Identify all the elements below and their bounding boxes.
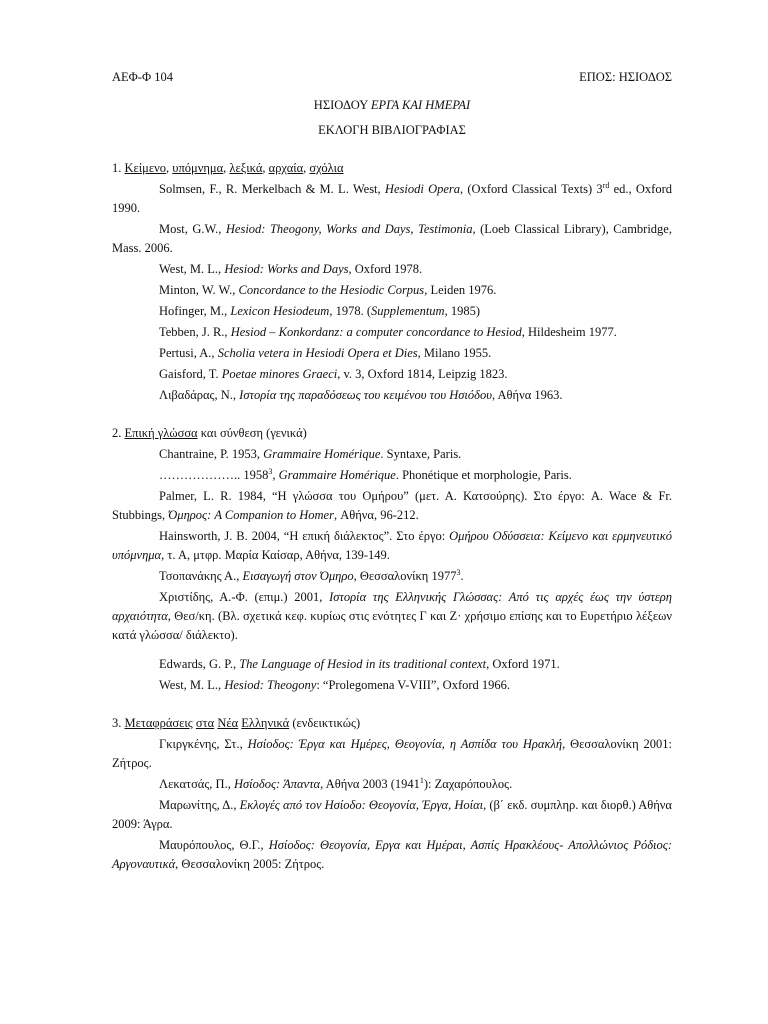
- edition-superscript: 3: [456, 567, 461, 577]
- bibliography-entry: ……………….. 1958$^3$, Grammaire Homérique. Phonétique et morphologie, Paris.: [159, 466, 572, 482]
- bibliography-entry: Hainsworth, J. B. 2004, “Η επική διάλεκτος”. Στο έργο: Ομήρου Οδύσσεια: Κείμενο και ερμηνευτικό υπόμνημα, τ. Α, μτφρ. Μαρία Καίσαρ, Αθήνα, 139-149.: [112, 529, 672, 562]
- bibliography-entry: Minton, W. W., Concordance to the Hesiodic Corpus, Leiden 1976.: [159, 283, 497, 297]
- bibliography-entry: Χριστίδης, Α.-Φ. (επιμ.) 2001, Ιστορία της Ελληνικής Γλώσσας: Από τις αρχές έως την ύστερη αρχαιότητα, Θεσ/κη. (Βλ. σχετικά κεφ. κυρίως στις ενότητες Γ και Ζ· χρήσιμο επίσης και το Ευρετήριο λέξεων κατά γλώσσα/ διάλεκτο).: [112, 590, 672, 642]
- section-heading-word: Κείμενο: [124, 161, 166, 175]
- section-heading-word: λεξικά: [229, 161, 263, 175]
- entry-title: Scholia vetera in Hesiodi Opera et Dies: [217, 346, 418, 360]
- section-heading-rest: και σύνθεση (γενικά): [197, 426, 307, 440]
- bibliography-entry: Pertusi, A., Scholia vetera in Hesiodi Opera et Dies, Milano 1955.: [159, 346, 492, 360]
- entry-title: Ομήρου Οδύσσεια: Κείμενο και ερμηνευτικό υπόμνημα: [112, 529, 672, 562]
- entry-title: Εκλογές από τον Ησίοδο: Θεογονία, Έργα, Hοίαι: [239, 798, 484, 812]
- entry-title: Ιστορία της παραδόσεως του κειμένου του Ησιόδου: [239, 388, 492, 402]
- section-heading: 1. Κείμενο, υπόμνημα, λεξικά, αρχαία, σχόλια: [112, 161, 344, 175]
- bibliography-entry: West, M. L., Hesiod: Theogony: “Prolegomena V-VIII”, Oxford 1966.: [159, 678, 511, 692]
- bibliography-entry: Tebben, J. R., Hesiod – Konkordanz: a computer concordance to Hesiod, Hildesheim 1977.: [159, 325, 617, 339]
- entry-title: Όμηρος: A Companion to Homer: [168, 508, 334, 522]
- title-author: ΗΣΙΟΔΟΥ: [313, 98, 371, 112]
- edition-superscript: 3: [268, 466, 273, 476]
- entry-title: Hesiod – Konkordanz: a computer concordance to Hesiod: [230, 325, 522, 339]
- bibliography-entry: West, M. L., Hesiod: Works and Days, Oxford 1978.: [159, 262, 423, 276]
- entry-title: Ησίοδος: Έργα και Ημέρες, Θεογονία, η Ασπίδα του Ηρακλή: [247, 737, 563, 751]
- document-page: [112, 60, 672, 876]
- entry-title: Lexicon Hesiodeum: [230, 304, 330, 318]
- bibliography-entry: Hofinger, M., Lexicon Hesiodeum, 1978. (Supplementum, 1985): [159, 304, 481, 318]
- entry-title: Ησίοδος: Άπαντα: [233, 777, 321, 791]
- entry-title: Poetae minores Graeci: [221, 367, 338, 381]
- bibliography-entry: Gaisford, T. Poetae minores Graeci, v. 3, Oxford 1814, Leipzig 1823.: [159, 367, 508, 381]
- bibliography-entry: Μαυρόπουλος, Θ.Γ., Ησίοδος: Θεογονία, Εργα και Ημέραι, Ασπίς Ηρακλέους- Απολλώνιος Ρόδιος: Αργοναυτικά, Θεσσαλονίκη 2005: Ζήτρος.: [112, 838, 672, 871]
- document-subtitle: ΕΚΛΟΓΗ ΒΙΒΛΙΟΓΡΑΦΙΑΣ: [318, 123, 466, 137]
- entry-title: Hesiod: Theogony: [224, 678, 317, 692]
- section-heading-word: Ελληνικά: [241, 716, 290, 730]
- spacer: [112, 647, 672, 655]
- bibliography-entry: Edwards, G. P., The Language of Hesiod in its traditional context, Oxford 1971.: [159, 657, 560, 671]
- bibliography-entry: Chantraine, P. 1953, Grammaire Homérique. Syntaxe, Paris.: [159, 447, 462, 461]
- bibliography-entry: Solmsen, F., R. Merkelbach & M. L. West, Hesiodi Opera, (Oxford Classical Texts) 3rd ed., Oxford 1990.: [112, 180, 672, 215]
- bibliography-entry: Λεκατσάς, Π., Ησίοδος: Άπαντα, Αθήνα 2003 (1941$^1$): Ζαχαρόπουλος.: [159, 775, 513, 791]
- course-code: ΑΕΦ-Φ 104: [112, 70, 173, 84]
- entry-title: Concordance to the Hesiodic Corpus: [238, 283, 425, 297]
- section-number: 2.: [112, 426, 125, 440]
- bibliography-entry: Μαρωνίτης, Δ., Εκλογές από τον Ησίοδο: Θεογονία, Έργα, Hοίαι, (β΄ εκδ. συμπληρ. και διορθ.) Αθήνα 2009: Άγρα.: [112, 798, 672, 831]
- edition-superscript: rd: [602, 180, 610, 190]
- entry-title: Hesiod: Works and Days: [224, 262, 349, 276]
- entry-title: The Language of Hesiod in its traditional context: [239, 657, 487, 671]
- section-heading-word: στα: [195, 716, 215, 730]
- bibliography-entry: Most, G.W., Hesiod: Theogony, Works and Days, Testimonia, (Loeb Classical Library), Cambridge, Mass. 2006.: [112, 222, 672, 255]
- entry-title: Grammaire Homérique: [278, 468, 396, 482]
- bibliography-entry: Palmer, L. R. 1984, “Η γλώσσα του Ομήρου” (μετ. Α. Κατσούρης). Στο έργο: A. Wace & Fr. Stubbings, Όμηρος: A Companion to Homer, Αθήνα, 96-212.: [112, 489, 672, 522]
- edition-superscript: 1: [419, 775, 424, 785]
- page-header: [112, 68, 672, 87]
- entry-title: Hesiodi Opera: [384, 182, 461, 196]
- title-work: ΕΡΓΑ ΚΑΙ ΗΜΕΡΑΙ: [370, 98, 471, 112]
- entry-title: Ιστορία της Ελληνικής Γλώσσας: Από τις αρχές έως την ύστερη αρχαιότητα: [112, 590, 672, 623]
- entry-title: Hesiod: Theogony, Works and Days, Testimonia: [225, 222, 473, 236]
- section-heading-word: αρχαία: [268, 161, 304, 175]
- bibliography-entry: Λιβαδάρας, Ν., Ιστορία της παραδόσεως του κειμένου του Ησιόδου, Αθήνα 1963.: [159, 388, 563, 402]
- section-heading-word: σχόλια: [309, 161, 344, 175]
- entry-title: Supplementum: [370, 304, 445, 318]
- entry-title: Grammaire Homérique: [263, 447, 381, 461]
- section-heading: [112, 714, 672, 733]
- entry-title: Ησίοδος: Θεογονία, Εργα και Ημέραι, Ασπίς Ηρακλέους- Απολλώνιος Ρόδιος: Αργοναυτικά: [112, 838, 672, 871]
- bibliography-entry: Τσοπανάκης Α., Εισαγωγή στον Όμηρο, Θεσσαλονίκη 1977$^3$.: [159, 567, 464, 583]
- section-heading-word: Νέα: [217, 716, 239, 730]
- section-number: 3.: [112, 716, 125, 730]
- section-heading-word: υπόμνημα: [172, 161, 224, 175]
- section-heading-word: Επική γλώσσα: [124, 426, 198, 440]
- section-heading-word: Μεταφράσεις: [124, 716, 193, 730]
- course-title: ΕΠΟΣ: ΗΣΙΟΔΟΣ: [579, 70, 672, 84]
- section-heading-rest: (ενδεικτικώς): [289, 716, 361, 730]
- section-number: 1.: [112, 161, 125, 175]
- document-title: [112, 96, 672, 115]
- entry-title: Εισαγωγή στον Όμηρο: [242, 569, 354, 583]
- bibliography-sections: [112, 159, 672, 874]
- section-heading: [112, 424, 672, 443]
- bibliography-entry: Γκιργκένης, Στ., Ησίοδος: Έργα και Ημέρες, Θεογονία, η Ασπίδα του Ηρακλή, Θεσσαλονίκη 2001: Ζήτρος.: [112, 737, 672, 770]
